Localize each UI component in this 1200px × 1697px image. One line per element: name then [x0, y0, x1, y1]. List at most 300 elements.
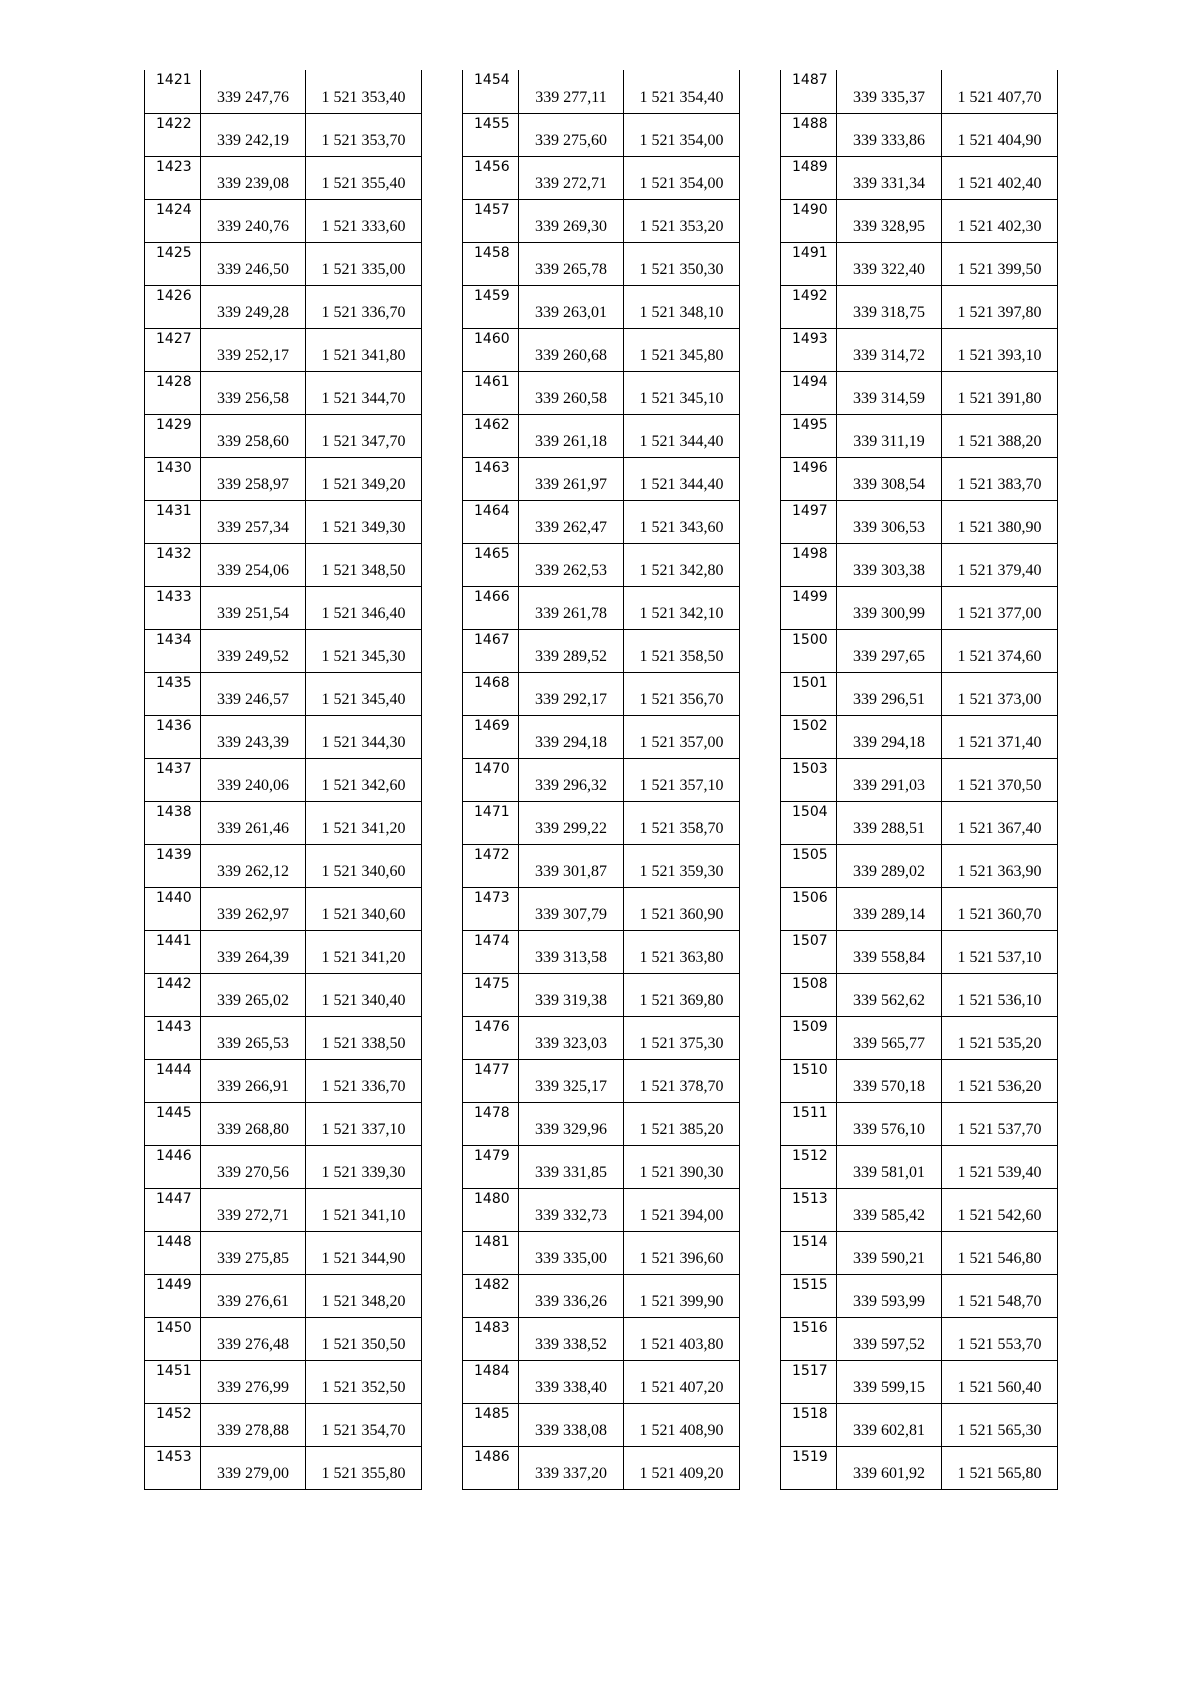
table-row [463, 156, 740, 199]
table-row [145, 629, 422, 672]
y-coordinate: 1 521 341,20 [306, 930, 422, 973]
table-row [145, 1016, 422, 1059]
y-coordinate: 1 521 404,90 [942, 113, 1058, 156]
x-coordinate: 339 249,52 [201, 629, 306, 672]
table-row [145, 715, 422, 758]
point-number: 1494 [781, 371, 837, 414]
point-number: 1492 [781, 285, 837, 328]
y-coordinate: 1 521 369,80 [624, 973, 740, 1016]
x-coordinate: 339 265,78 [519, 242, 624, 285]
y-coordinate: 1 521 542,60 [942, 1188, 1058, 1231]
x-coordinate: 339 265,53 [201, 1016, 306, 1059]
x-coordinate: 339 260,68 [519, 328, 624, 371]
y-coordinate: 1 521 349,20 [306, 457, 422, 500]
point-number: 1426 [145, 285, 201, 328]
table-row [781, 672, 1058, 715]
y-coordinate: 1 521 344,40 [624, 414, 740, 457]
x-coordinate: 339 337,20 [519, 1446, 624, 1489]
point-number: 1423 [145, 156, 201, 199]
x-coordinate: 339 268,80 [201, 1102, 306, 1145]
point-number: 1437 [145, 758, 201, 801]
table-row [781, 199, 1058, 242]
point-number: 1496 [781, 457, 837, 500]
y-coordinate: 1 521 393,10 [942, 328, 1058, 371]
y-coordinate: 1 521 374,60 [942, 629, 1058, 672]
table-row [463, 1231, 740, 1274]
point-number: 1443 [145, 1016, 201, 1059]
y-coordinate: 1 521 357,10 [624, 758, 740, 801]
x-coordinate: 339 277,11 [519, 70, 624, 113]
y-coordinate: 1 521 344,30 [306, 715, 422, 758]
y-coordinate: 1 521 336,70 [306, 285, 422, 328]
point-number: 1427 [145, 328, 201, 371]
y-coordinate: 1 521 397,80 [942, 285, 1058, 328]
x-coordinate: 339 308,54 [837, 457, 942, 500]
point-number: 1473 [463, 887, 519, 930]
y-coordinate: 1 521 360,70 [942, 887, 1058, 930]
y-coordinate: 1 521 354,00 [624, 113, 740, 156]
x-coordinate: 339 261,78 [519, 586, 624, 629]
x-coordinate: 339 601,92 [837, 1446, 942, 1489]
point-number: 1435 [145, 672, 201, 715]
table-row [145, 156, 422, 199]
table-row [463, 457, 740, 500]
point-number: 1497 [781, 500, 837, 543]
x-coordinate: 339 272,71 [201, 1188, 306, 1231]
point-number: 1500 [781, 629, 837, 672]
point-number: 1515 [781, 1274, 837, 1317]
x-coordinate: 339 242,19 [201, 113, 306, 156]
x-coordinate: 339 292,17 [519, 672, 624, 715]
y-coordinate: 1 521 539,40 [942, 1145, 1058, 1188]
y-coordinate: 1 521 380,90 [942, 500, 1058, 543]
point-number: 1456 [463, 156, 519, 199]
y-coordinate: 1 521 375,30 [624, 1016, 740, 1059]
y-coordinate: 1 521 385,20 [624, 1102, 740, 1145]
point-number: 1476 [463, 1016, 519, 1059]
x-coordinate: 339 276,48 [201, 1317, 306, 1360]
table-row [463, 1317, 740, 1360]
y-coordinate: 1 521 402,40 [942, 156, 1058, 199]
y-coordinate: 1 521 339,30 [306, 1145, 422, 1188]
table-row [781, 1274, 1058, 1317]
y-coordinate: 1 521 403,80 [624, 1317, 740, 1360]
point-number: 1458 [463, 242, 519, 285]
table-row [145, 1059, 422, 1102]
x-coordinate: 339 328,95 [837, 199, 942, 242]
table-row [781, 543, 1058, 586]
point-number: 1441 [145, 930, 201, 973]
table-row [463, 1274, 740, 1317]
y-coordinate: 1 521 350,50 [306, 1317, 422, 1360]
point-number: 1472 [463, 844, 519, 887]
point-number: 1482 [463, 1274, 519, 1317]
table-row [781, 1016, 1058, 1059]
y-coordinate: 1 521 536,10 [942, 973, 1058, 1016]
point-number: 1499 [781, 586, 837, 629]
y-coordinate: 1 521 394,00 [624, 1188, 740, 1231]
x-coordinate: 339 590,21 [837, 1231, 942, 1274]
y-coordinate: 1 521 352,50 [306, 1360, 422, 1403]
x-coordinate: 339 593,99 [837, 1274, 942, 1317]
y-coordinate: 1 521 537,10 [942, 930, 1058, 973]
x-coordinate: 339 278,88 [201, 1403, 306, 1446]
table-row [463, 715, 740, 758]
x-coordinate: 339 301,87 [519, 844, 624, 887]
point-number: 1447 [145, 1188, 201, 1231]
point-number: 1478 [463, 1102, 519, 1145]
x-coordinate: 339 314,72 [837, 328, 942, 371]
point-number: 1464 [463, 500, 519, 543]
table-row [145, 887, 422, 930]
table-row [781, 1145, 1058, 1188]
table-row [781, 1188, 1058, 1231]
point-number: 1483 [463, 1317, 519, 1360]
y-coordinate: 1 521 357,00 [624, 715, 740, 758]
point-number: 1518 [781, 1403, 837, 1446]
table-row [145, 113, 422, 156]
y-coordinate: 1 521 349,30 [306, 500, 422, 543]
point-number: 1445 [145, 1102, 201, 1145]
y-coordinate: 1 521 353,40 [306, 70, 422, 113]
x-coordinate: 339 252,17 [201, 328, 306, 371]
table-row [781, 414, 1058, 457]
x-coordinate: 339 276,61 [201, 1274, 306, 1317]
y-coordinate: 1 521 379,40 [942, 543, 1058, 586]
x-coordinate: 339 275,60 [519, 113, 624, 156]
x-coordinate: 339 307,79 [519, 887, 624, 930]
y-coordinate: 1 521 342,10 [624, 586, 740, 629]
x-coordinate: 339 294,18 [837, 715, 942, 758]
y-coordinate: 1 521 409,20 [624, 1446, 740, 1489]
y-coordinate: 1 521 354,70 [306, 1403, 422, 1446]
y-coordinate: 1 521 363,90 [942, 844, 1058, 887]
table-row [463, 1059, 740, 1102]
y-coordinate: 1 521 546,80 [942, 1231, 1058, 1274]
point-number: 1506 [781, 887, 837, 930]
table-row [781, 973, 1058, 1016]
x-coordinate: 339 297,65 [837, 629, 942, 672]
x-coordinate: 339 254,06 [201, 543, 306, 586]
point-number: 1459 [463, 285, 519, 328]
point-number: 1430 [145, 457, 201, 500]
x-coordinate: 339 338,08 [519, 1403, 624, 1446]
y-coordinate: 1 521 350,30 [624, 242, 740, 285]
table-row [781, 887, 1058, 930]
y-coordinate: 1 521 358,50 [624, 629, 740, 672]
point-number: 1489 [781, 156, 837, 199]
point-number: 1469 [463, 715, 519, 758]
table-row [781, 1059, 1058, 1102]
y-coordinate: 1 521 358,70 [624, 801, 740, 844]
y-coordinate: 1 521 343,60 [624, 500, 740, 543]
x-coordinate: 339 240,76 [201, 199, 306, 242]
x-coordinate: 339 565,77 [837, 1016, 942, 1059]
y-coordinate: 1 521 342,60 [306, 758, 422, 801]
y-coordinate: 1 521 565,80 [942, 1446, 1058, 1489]
x-coordinate: 339 331,34 [837, 156, 942, 199]
x-coordinate: 339 258,60 [201, 414, 306, 457]
point-number: 1503 [781, 758, 837, 801]
table-row [145, 758, 422, 801]
y-coordinate: 1 521 340,40 [306, 973, 422, 1016]
x-coordinate: 339 335,37 [837, 70, 942, 113]
point-number: 1452 [145, 1403, 201, 1446]
table-row [145, 1274, 422, 1317]
table-row [463, 543, 740, 586]
table-row [145, 285, 422, 328]
table-row [463, 414, 740, 457]
coordinates-table-3 [780, 70, 1058, 1490]
point-number: 1516 [781, 1317, 837, 1360]
table-row [145, 1188, 422, 1231]
point-number: 1514 [781, 1231, 837, 1274]
point-number: 1501 [781, 672, 837, 715]
point-number: 1495 [781, 414, 837, 457]
x-coordinate: 339 262,12 [201, 844, 306, 887]
x-coordinate: 339 257,34 [201, 500, 306, 543]
table-row [145, 543, 422, 586]
point-number: 1467 [463, 629, 519, 672]
table-row [463, 285, 740, 328]
x-coordinate: 339 296,51 [837, 672, 942, 715]
x-coordinate: 339 262,97 [201, 887, 306, 930]
y-coordinate: 1 521 396,60 [624, 1231, 740, 1274]
table-row [781, 113, 1058, 156]
x-coordinate: 339 263,01 [519, 285, 624, 328]
table-row [145, 70, 422, 113]
y-coordinate: 1 521 348,50 [306, 543, 422, 586]
table-row [781, 70, 1058, 113]
point-number: 1507 [781, 930, 837, 973]
y-coordinate: 1 521 345,80 [624, 328, 740, 371]
point-number: 1438 [145, 801, 201, 844]
point-number: 1470 [463, 758, 519, 801]
table-row [463, 328, 740, 371]
table-row [781, 715, 1058, 758]
x-coordinate: 339 333,86 [837, 113, 942, 156]
x-coordinate: 339 296,32 [519, 758, 624, 801]
table-row [781, 457, 1058, 500]
table-row [463, 70, 740, 113]
x-coordinate: 339 311,19 [837, 414, 942, 457]
table-row [463, 1360, 740, 1403]
point-number: 1448 [145, 1231, 201, 1274]
x-coordinate: 339 288,51 [837, 801, 942, 844]
y-coordinate: 1 521 553,70 [942, 1317, 1058, 1360]
point-number: 1479 [463, 1145, 519, 1188]
point-number: 1502 [781, 715, 837, 758]
y-coordinate: 1 521 537,70 [942, 1102, 1058, 1145]
point-number: 1422 [145, 113, 201, 156]
point-number: 1465 [463, 543, 519, 586]
x-coordinate: 339 240,06 [201, 758, 306, 801]
x-coordinate: 339 329,96 [519, 1102, 624, 1145]
y-coordinate: 1 521 360,90 [624, 887, 740, 930]
table-row [781, 1317, 1058, 1360]
table-row [145, 1360, 422, 1403]
table-row [463, 1102, 740, 1145]
y-coordinate: 1 521 370,50 [942, 758, 1058, 801]
x-coordinate: 339 332,73 [519, 1188, 624, 1231]
table-row [145, 844, 422, 887]
x-coordinate: 339 258,97 [201, 457, 306, 500]
y-coordinate: 1 521 548,70 [942, 1274, 1058, 1317]
point-number: 1466 [463, 586, 519, 629]
point-number: 1505 [781, 844, 837, 887]
x-coordinate: 339 239,08 [201, 156, 306, 199]
y-coordinate: 1 521 341,80 [306, 328, 422, 371]
point-number: 1431 [145, 500, 201, 543]
table-row [463, 586, 740, 629]
y-coordinate: 1 521 341,10 [306, 1188, 422, 1231]
x-coordinate: 339 279,00 [201, 1446, 306, 1489]
point-number: 1442 [145, 973, 201, 1016]
x-coordinate: 339 247,76 [201, 70, 306, 113]
x-coordinate: 339 261,97 [519, 457, 624, 500]
table-row [145, 1317, 422, 1360]
table-row [463, 113, 740, 156]
coordinates-table-2 [462, 70, 740, 1490]
x-coordinate: 339 270,56 [201, 1145, 306, 1188]
x-coordinate: 339 249,28 [201, 285, 306, 328]
table-row [145, 242, 422, 285]
x-coordinate: 339 262,53 [519, 543, 624, 586]
x-coordinate: 339 318,75 [837, 285, 942, 328]
y-coordinate: 1 521 388,20 [942, 414, 1058, 457]
y-coordinate: 1 521 335,00 [306, 242, 422, 285]
point-number: 1454 [463, 70, 519, 113]
table-row [781, 242, 1058, 285]
x-coordinate: 339 331,85 [519, 1145, 624, 1188]
point-number: 1480 [463, 1188, 519, 1231]
point-number: 1481 [463, 1231, 519, 1274]
point-number: 1455 [463, 113, 519, 156]
point-number: 1453 [145, 1446, 201, 1489]
point-number: 1474 [463, 930, 519, 973]
table-row [145, 672, 422, 715]
y-coordinate: 1 521 407,70 [942, 70, 1058, 113]
point-number: 1433 [145, 586, 201, 629]
x-coordinate: 339 276,99 [201, 1360, 306, 1403]
x-coordinate: 339 269,30 [519, 199, 624, 242]
x-coordinate: 339 570,18 [837, 1059, 942, 1102]
x-coordinate: 339 262,47 [519, 500, 624, 543]
table-row [463, 1145, 740, 1188]
point-number: 1439 [145, 844, 201, 887]
x-coordinate: 339 335,00 [519, 1231, 624, 1274]
point-number: 1509 [781, 1016, 837, 1059]
point-number: 1517 [781, 1360, 837, 1403]
x-coordinate: 339 289,52 [519, 629, 624, 672]
table-row [145, 1403, 422, 1446]
point-number: 1436 [145, 715, 201, 758]
table-row [463, 887, 740, 930]
y-coordinate: 1 521 340,60 [306, 887, 422, 930]
table-row [145, 457, 422, 500]
x-coordinate: 339 313,58 [519, 930, 624, 973]
y-coordinate: 1 521 377,00 [942, 586, 1058, 629]
point-number: 1490 [781, 199, 837, 242]
y-coordinate: 1 521 355,40 [306, 156, 422, 199]
point-number: 1491 [781, 242, 837, 285]
point-number: 1434 [145, 629, 201, 672]
point-number: 1512 [781, 1145, 837, 1188]
table-row [781, 758, 1058, 801]
y-coordinate: 1 521 341,20 [306, 801, 422, 844]
y-coordinate: 1 521 363,80 [624, 930, 740, 973]
y-coordinate: 1 521 535,20 [942, 1016, 1058, 1059]
x-coordinate: 339 261,46 [201, 801, 306, 844]
y-coordinate: 1 521 399,50 [942, 242, 1058, 285]
x-coordinate: 339 602,81 [837, 1403, 942, 1446]
x-coordinate: 339 336,26 [519, 1274, 624, 1317]
point-number: 1461 [463, 371, 519, 414]
x-coordinate: 339 275,85 [201, 1231, 306, 1274]
table-row [145, 500, 422, 543]
point-number: 1508 [781, 973, 837, 1016]
table-row [463, 1403, 740, 1446]
point-number: 1457 [463, 199, 519, 242]
x-coordinate: 339 576,10 [837, 1102, 942, 1145]
y-coordinate: 1 521 346,40 [306, 586, 422, 629]
x-coordinate: 339 289,14 [837, 887, 942, 930]
y-coordinate: 1 521 354,00 [624, 156, 740, 199]
point-number: 1432 [145, 543, 201, 586]
x-coordinate: 339 256,58 [201, 371, 306, 414]
y-coordinate: 1 521 344,40 [624, 457, 740, 500]
table-row [781, 801, 1058, 844]
point-number: 1513 [781, 1188, 837, 1231]
x-coordinate: 339 322,40 [837, 242, 942, 285]
table-row [463, 242, 740, 285]
table-row [145, 1446, 422, 1489]
y-coordinate: 1 521 371,40 [942, 715, 1058, 758]
table-row [463, 844, 740, 887]
table-row [145, 199, 422, 242]
x-coordinate: 339 289,02 [837, 844, 942, 887]
x-coordinate: 339 265,02 [201, 973, 306, 1016]
x-coordinate: 339 599,15 [837, 1360, 942, 1403]
point-number: 1504 [781, 801, 837, 844]
y-coordinate: 1 521 348,20 [306, 1274, 422, 1317]
table-row [781, 328, 1058, 371]
x-coordinate: 339 272,71 [519, 156, 624, 199]
x-coordinate: 339 300,99 [837, 586, 942, 629]
point-number: 1460 [463, 328, 519, 371]
table-row [463, 801, 740, 844]
x-coordinate: 339 266,91 [201, 1059, 306, 1102]
x-coordinate: 339 325,17 [519, 1059, 624, 1102]
x-coordinate: 339 264,39 [201, 930, 306, 973]
point-number: 1444 [145, 1059, 201, 1102]
x-coordinate: 339 314,59 [837, 371, 942, 414]
y-coordinate: 1 521 391,80 [942, 371, 1058, 414]
y-coordinate: 1 521 390,30 [624, 1145, 740, 1188]
x-coordinate: 339 261,18 [519, 414, 624, 457]
point-number: 1493 [781, 328, 837, 371]
point-number: 1428 [145, 371, 201, 414]
table-row [781, 1403, 1058, 1446]
point-number: 1451 [145, 1360, 201, 1403]
x-coordinate: 339 260,58 [519, 371, 624, 414]
point-number: 1471 [463, 801, 519, 844]
table-row [145, 414, 422, 457]
y-coordinate: 1 521 353,70 [306, 113, 422, 156]
table-row [145, 973, 422, 1016]
table-row [781, 1102, 1058, 1145]
y-coordinate: 1 521 565,30 [942, 1403, 1058, 1446]
